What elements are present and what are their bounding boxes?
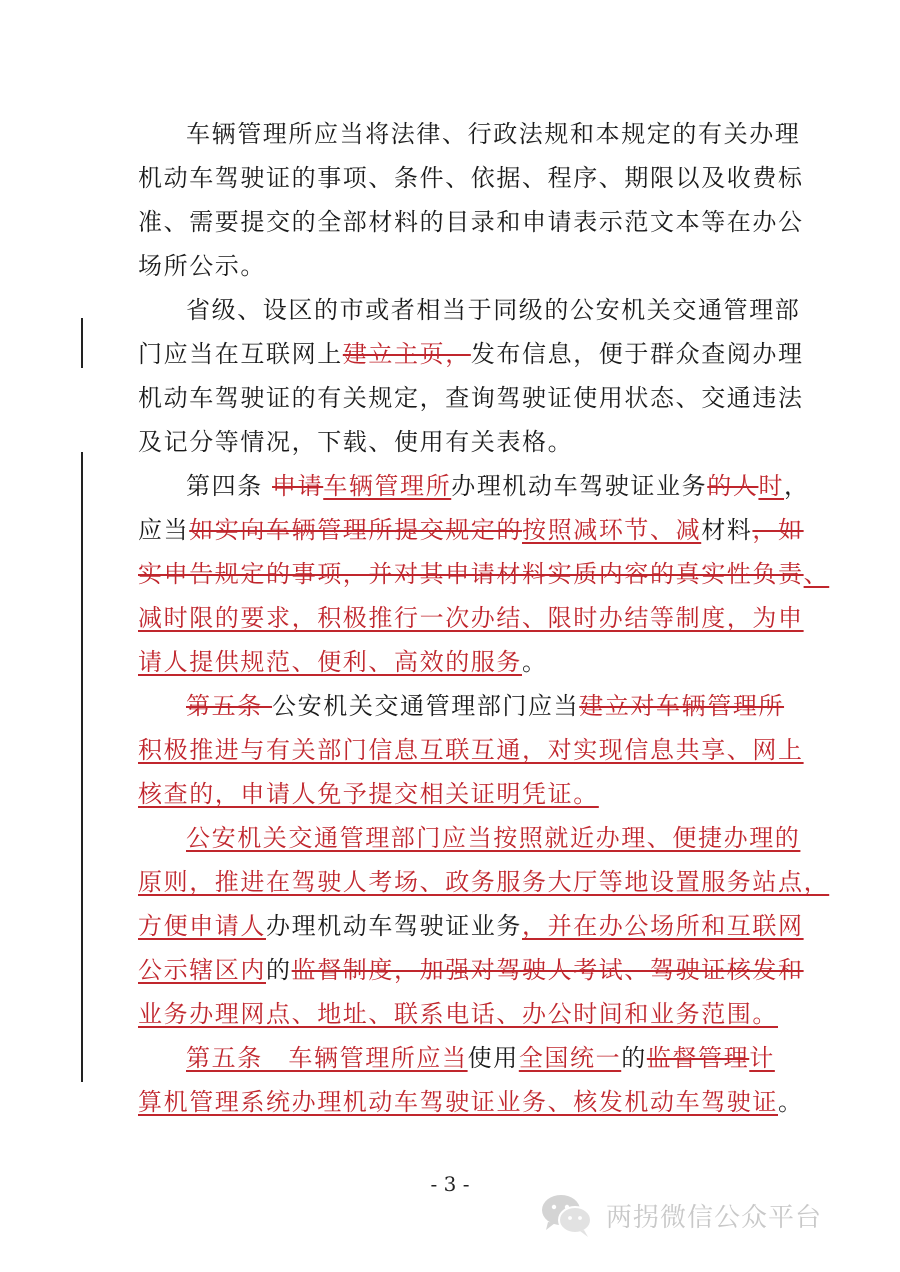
body-text: ，: [784, 472, 810, 500]
paragraph-line: [138, 728, 804, 772]
body-text: 公安机关交通管理部门应当: [272, 692, 580, 720]
inserted-text: 方便申请人: [138, 912, 266, 940]
inserted-text: 按照减环节、减: [522, 516, 702, 544]
body-text: 。: [778, 1088, 804, 1116]
inserted-text: 第五条 车辆管理所应当: [186, 1044, 468, 1072]
inserted-text: 请人提供规范、便利、高效的服务: [138, 648, 522, 676]
paragraph-line: [138, 508, 804, 552]
deleted-text: 建立对车辆管理所: [579, 692, 785, 720]
deleted-text: 申请: [272, 472, 324, 500]
body-text: 材料: [701, 516, 753, 544]
paragraph-line: [138, 376, 804, 420]
inserted-text: 积极推进与有关部门信息互联互通，对实现信息共享、网上: [138, 736, 804, 764]
paragraph-line: [138, 640, 768, 684]
paragraph-line: [138, 420, 768, 464]
inserted-text: 车辆管理所: [323, 472, 452, 500]
body-text: 车辆管理所应当将法律、行政法规和本规定的有关办理: [186, 120, 801, 148]
paragraph-line: [138, 332, 804, 376]
paragraph-line: [186, 1036, 775, 1080]
body-text: 办理机动车驾驶证业务: [266, 912, 522, 940]
inserted-text: 核查的，申请人免予提交相关证明凭证。: [138, 780, 599, 808]
body-text: 省级、设区的市或者相当于同级的公安机关交通管理部: [186, 296, 801, 324]
paragraph-line: [186, 684, 785, 728]
body-text: 机动车驾驶证的事项、条件、依据、程序、期限以及收费标: [138, 164, 804, 192]
body-text: 使用: [467, 1044, 519, 1072]
paragraph-line: [138, 992, 778, 1036]
paragraph-line: [138, 596, 804, 640]
deleted-text: 第五条: [186, 692, 273, 720]
paragraph-line: [186, 288, 801, 332]
deleted-text: 监督管理: [646, 1044, 750, 1072]
paragraph-line: [138, 772, 768, 816]
inserted-text: 业务办理网点、地址、联系电话、办公时间和业务范围。: [138, 1000, 778, 1028]
paragraph-line: [138, 156, 804, 200]
deleted-text: ，如: [752, 516, 804, 544]
inserted-text: 公安机关交通管理部门应当按照就近办理、便捷办理的: [186, 824, 801, 852]
deleted-text: 实申告规定的事项，并对其申请材料实质内容的真实性负责: [138, 560, 804, 588]
body-text: 的: [266, 956, 292, 984]
watermark: [540, 1190, 822, 1240]
body-text: 办理机动车驾驶证业务: [451, 472, 708, 500]
paragraph-line: [138, 1080, 804, 1124]
body-text: 第四条: [186, 472, 273, 500]
wechat-icon: [540, 1192, 594, 1238]
body-text: 机动车驾驶证的有关规定，查询驾驶证使用状态、交通违法: [138, 384, 804, 412]
inserted-text: 计: [749, 1044, 775, 1072]
watermark-text: 两拐微信公众平台: [606, 1202, 823, 1233]
deleted-text: 建立主页，: [342, 340, 471, 368]
paragraph-line: [186, 816, 801, 860]
paragraph-line: [138, 904, 804, 948]
body-text: 。: [522, 648, 548, 676]
inserted-text: 全国统一: [518, 1044, 622, 1072]
inserted-text: 时: [758, 472, 785, 500]
inserted-text: 、: [803, 560, 830, 588]
inserted-text: 减时限的要求，积极推行一次办结、限时办结等制度，为申: [138, 604, 804, 632]
inserted-text: 算机管理系统办理机动车驾驶证业务、核发机动车驾驶证: [138, 1088, 778, 1116]
inserted-text: 原则，推进在驾驶人考场、政务服务大厅等地设置服务站点，: [138, 868, 830, 896]
paragraph-line: [186, 464, 810, 508]
body-text: 门应当在互联网上: [138, 340, 343, 368]
body-text: 应当: [138, 516, 190, 544]
paragraph-line: [138, 200, 804, 244]
inserted-text: ，并在办公场所和互联网: [522, 912, 804, 940]
paragraph-line: [138, 860, 830, 904]
paragraph-line: [138, 948, 804, 992]
body-text: 发布信息，便于群众查阅办理: [470, 340, 804, 368]
paragraph-line: [138, 244, 768, 288]
deleted-text: 如实向车辆管理所提交规定的: [189, 516, 523, 544]
deleted-text: 监督制度，加强对驾驶人考试、驾驶证核发和: [291, 956, 804, 984]
inserted-text: 公示辖区内: [138, 956, 266, 984]
revision-margin-bar: [81, 452, 83, 1082]
body-text: 的: [621, 1044, 647, 1072]
body-text: 场所公示。: [138, 252, 266, 280]
deleted-text: 的人: [707, 472, 759, 500]
body-text: 及记分等情况，下载、使用有关表格。: [138, 428, 574, 456]
revision-margin-bar: [81, 318, 83, 368]
page-number: - 3 -: [430, 1172, 470, 1196]
paragraph-line: [138, 552, 830, 596]
body-text: 准、需要提交的全部材料的目录和申请表示范文本等在办公: [138, 208, 804, 236]
paragraph-line: [186, 112, 801, 156]
